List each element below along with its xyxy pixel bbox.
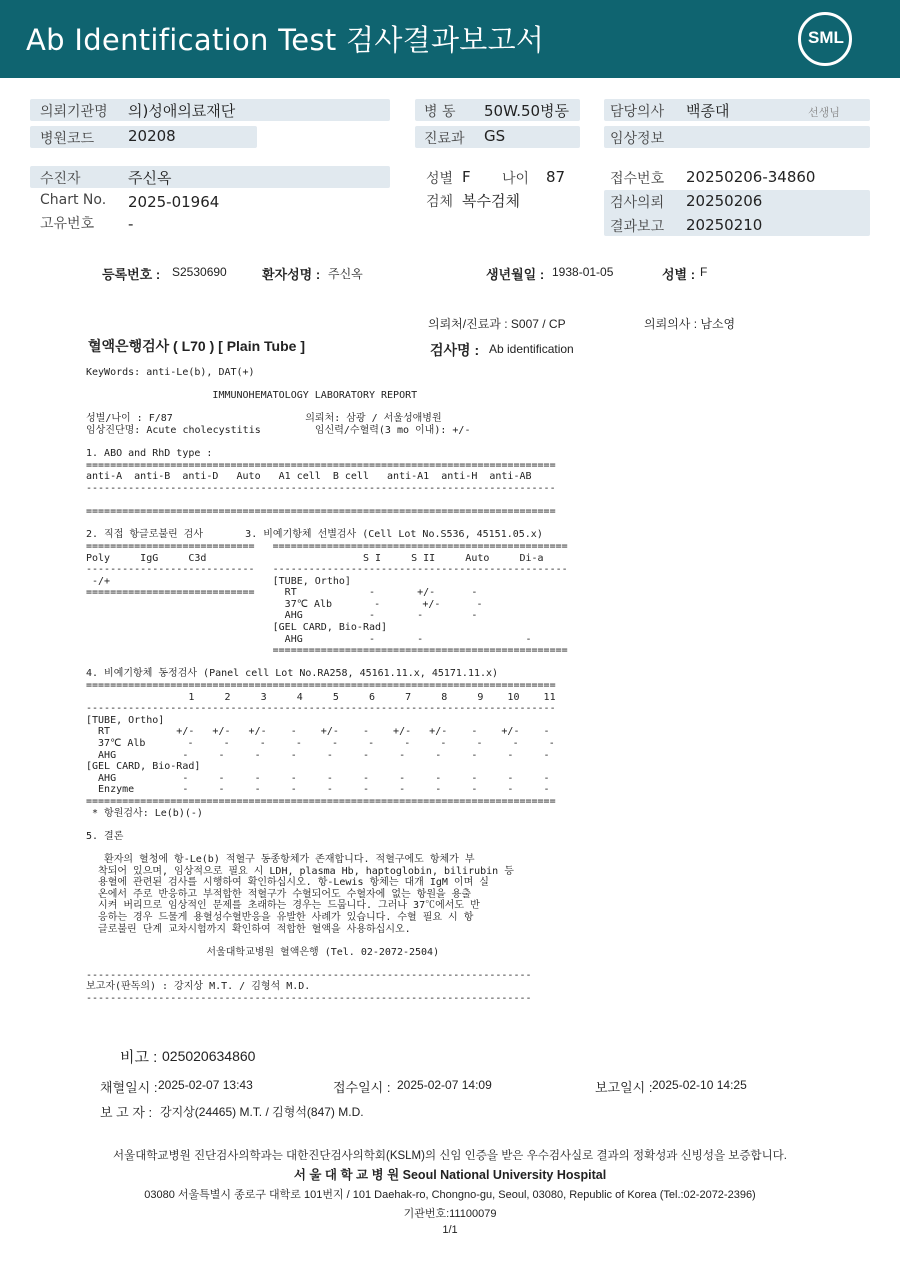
note-label: 비고 : [120, 1049, 158, 1066]
dob-label: 생년월일 : [486, 267, 545, 282]
reg-value: S2530690 [172, 265, 227, 279]
institution-value: 의)성애의료재단 [128, 102, 236, 120]
report-header [0, 0, 900, 78]
reg-label: 등록번호 : [102, 267, 161, 282]
chart-label: Chart No. [40, 192, 107, 208]
recipient-label: 수진자 [40, 171, 81, 187]
report-title: Ab Identification Test 검사결과보고서 [26, 23, 545, 57]
collect-value: 2025-02-07 13:43 [158, 1078, 253, 1092]
sex-label: 성별 [426, 171, 454, 187]
cert-statement: 서울대학교병원 진단검사의학과는 대한진단검사의학회(KSLM)의 신임 인증을 받은 우수검사실로 결과의 정확성과 신빙성을 보증합니다. [112, 1150, 787, 1162]
unique-value: - [128, 215, 134, 233]
note-value: 025020634860 [162, 1048, 256, 1064]
pname-value: 주신옥 [328, 267, 363, 281]
page-number: 1/1 [442, 1224, 458, 1236]
ward-label: 병 동 [424, 104, 456, 120]
request-value: 20250206 [686, 192, 763, 210]
ward-value: 50W.50병동 [484, 102, 570, 120]
dept-value: GS [484, 127, 506, 145]
report-value: 2025-02-10 14:25 [652, 1078, 747, 1092]
dept-label: 진료과 [424, 131, 465, 147]
age-label: 나이 [502, 171, 530, 187]
unique-label: 고유번호 [40, 216, 95, 232]
testname-value: Ab identification [489, 342, 574, 356]
doctor-value: 백종대 [686, 102, 730, 120]
recipient-value: 주신옥 [128, 169, 172, 187]
receive-value: 2025-02-07 14:09 [397, 1078, 492, 1092]
doctor-suffix: 선생님 [808, 106, 840, 119]
receipt-label: 접수번호 [610, 171, 665, 187]
pname-label: 환자성명 : [262, 267, 321, 282]
request-label: 검사의뢰 [610, 195, 665, 211]
doctor-label: 담당의사 [610, 104, 665, 120]
age-value: 87 [546, 168, 566, 186]
recipient-box [30, 166, 390, 188]
specimen-label: 검체 [426, 194, 454, 210]
hospcode-value: 20208 [128, 127, 176, 145]
sex-value: F [462, 168, 471, 186]
hospcode-label: 병원코드 [40, 131, 95, 147]
institution-label: 의뢰기관명 [40, 104, 108, 120]
receipt-value: 20250206-34860 [686, 168, 816, 186]
dept-line: 의뢰처/진료과 : S007 / CP [428, 317, 566, 331]
org-number: 기관번호:11100079 [403, 1208, 497, 1220]
specimen-value: 복수검체 [462, 192, 520, 210]
report-label: 보고일시 : [595, 1080, 653, 1095]
sml-logo [798, 12, 852, 66]
rsex-value: F [700, 265, 708, 279]
receive-label: 접수일시 : [333, 1080, 391, 1095]
collect-label: 채혈일시 : [100, 1080, 158, 1095]
dob-value: 1938-01-05 [552, 265, 614, 279]
hospital-name: 서 울 대 학 교 병 원 Seoul National University Hospital [293, 1168, 607, 1182]
doctor-line: 의뢰의사 : 남소영 [644, 317, 736, 331]
report-body: KeyWords: anti-Le(b), DAT(+) IMMUNOHEMATOLOGY LABORATORY REPORT 성별/나이 : F/87 의뢰처: 삼광 / 서울성애병원 임상진단명: Acute cholecystitis 임신력/수혈력(3 mo 이내): +/- 1. ABO and RhD type : ============================================================================== anti-A anti-B anti-D Auto A1 cell B cell anti-A1 anti-H anti-AB ------------------------------------------------------------------------------ ============================================================================== 2. 직접 항글로불린 검사 3. 비예기항체 선별검사 (Cell Lot No.S536, 45151.05.x) ============================ ================================================= Poly IgG C3d S I S II Auto Di-a ---------------------------- ------------------------------------------------- -/+ [TUBE, Ortho] ============================ RT - +/- - 37℃ Alb - +/- - AHG - - - [GEL CARD, Bio-Rad] AHG - - - ================================================= 4. 비예기항체 동정검사 (Panel cell Lot No.RA258, 45161.11.x, 45171.11.x) ============================================================================== 1 2 3 4 5 6 7 8 9 10 11 ------------------------------------------------------------------------------ [TUBE, Ortho] RT +/- +/- +/- - +/- - +/- +/- - +/- - 37℃ Alb - - - - - - - - - - - AHG - - - - - - - - - - - [GEL CARD, Bio-Rad] AHG - - - - - - - - - - - Enzyme - - - - - - - - - - - ============================================================================== * 항원검사: Le(b)(-) 5. 결론 환자의 혈청에 항-Le(b) 적혈구 동종항체가 존재합니다. 적혈구에도 항체가 부 착되어 있으며, 임상적으로 필요 시 LDH, plasma Hb, haptoglobin, bilirubin 등 용혈에 관련된 검사를 시행하여 확인하십시오. 항-Lewis 항체는 대개 IgM 이며 실 온에서 주로 반응하고 부적합한 적혈구가 수혈되어도 수혈자에 없는 항원을 용출 시켜 버리므로 임상적인 문제를 초래하는 경우는 드뭅니다. 그러나 37℃에서도 반 응하는 경우 드물게 용혈성수혈반응을 유발한 사례가 있습니다. 수혈 필요 시 항 글로불린 단계 교차시험까지 확인하여 적합한 혈액을 사용하십시오. 서울대학교병원 혈액은행 (Tel. 02-2072-2504) -------------------------------------------------------------------------- 보고자(판독의) : 강지상 M.T. / 김형석 M.D. -------------------------------------------------------------------------- [86, 367, 568, 1005]
result-label: 결과보고 [610, 219, 665, 235]
reporter-value: 강지상(24465) M.T. / 김형석(847) M.D. [160, 1105, 364, 1119]
chart-value: 2025-01964 [128, 193, 220, 211]
reporter-label: 보 고 자 : [100, 1105, 153, 1120]
rsex-label: 성별 : [662, 267, 696, 282]
result-value: 20250210 [686, 216, 763, 234]
hospital-address: 03080 서울특별시 종로구 대학로 101번지 / 101 Daehak-ro, Chongno-gu, Seoul, 03080, Republic of Korea (Tel.:02-2072-2396) [144, 1189, 756, 1201]
logo-text: SML [808, 28, 844, 47]
test-title: 혈액은행검사 ( L70 ) [ Plain Tube ] [88, 338, 306, 354]
clinical-label: 임상정보 [610, 131, 665, 147]
testname-label: 검사명 : [430, 342, 480, 358]
